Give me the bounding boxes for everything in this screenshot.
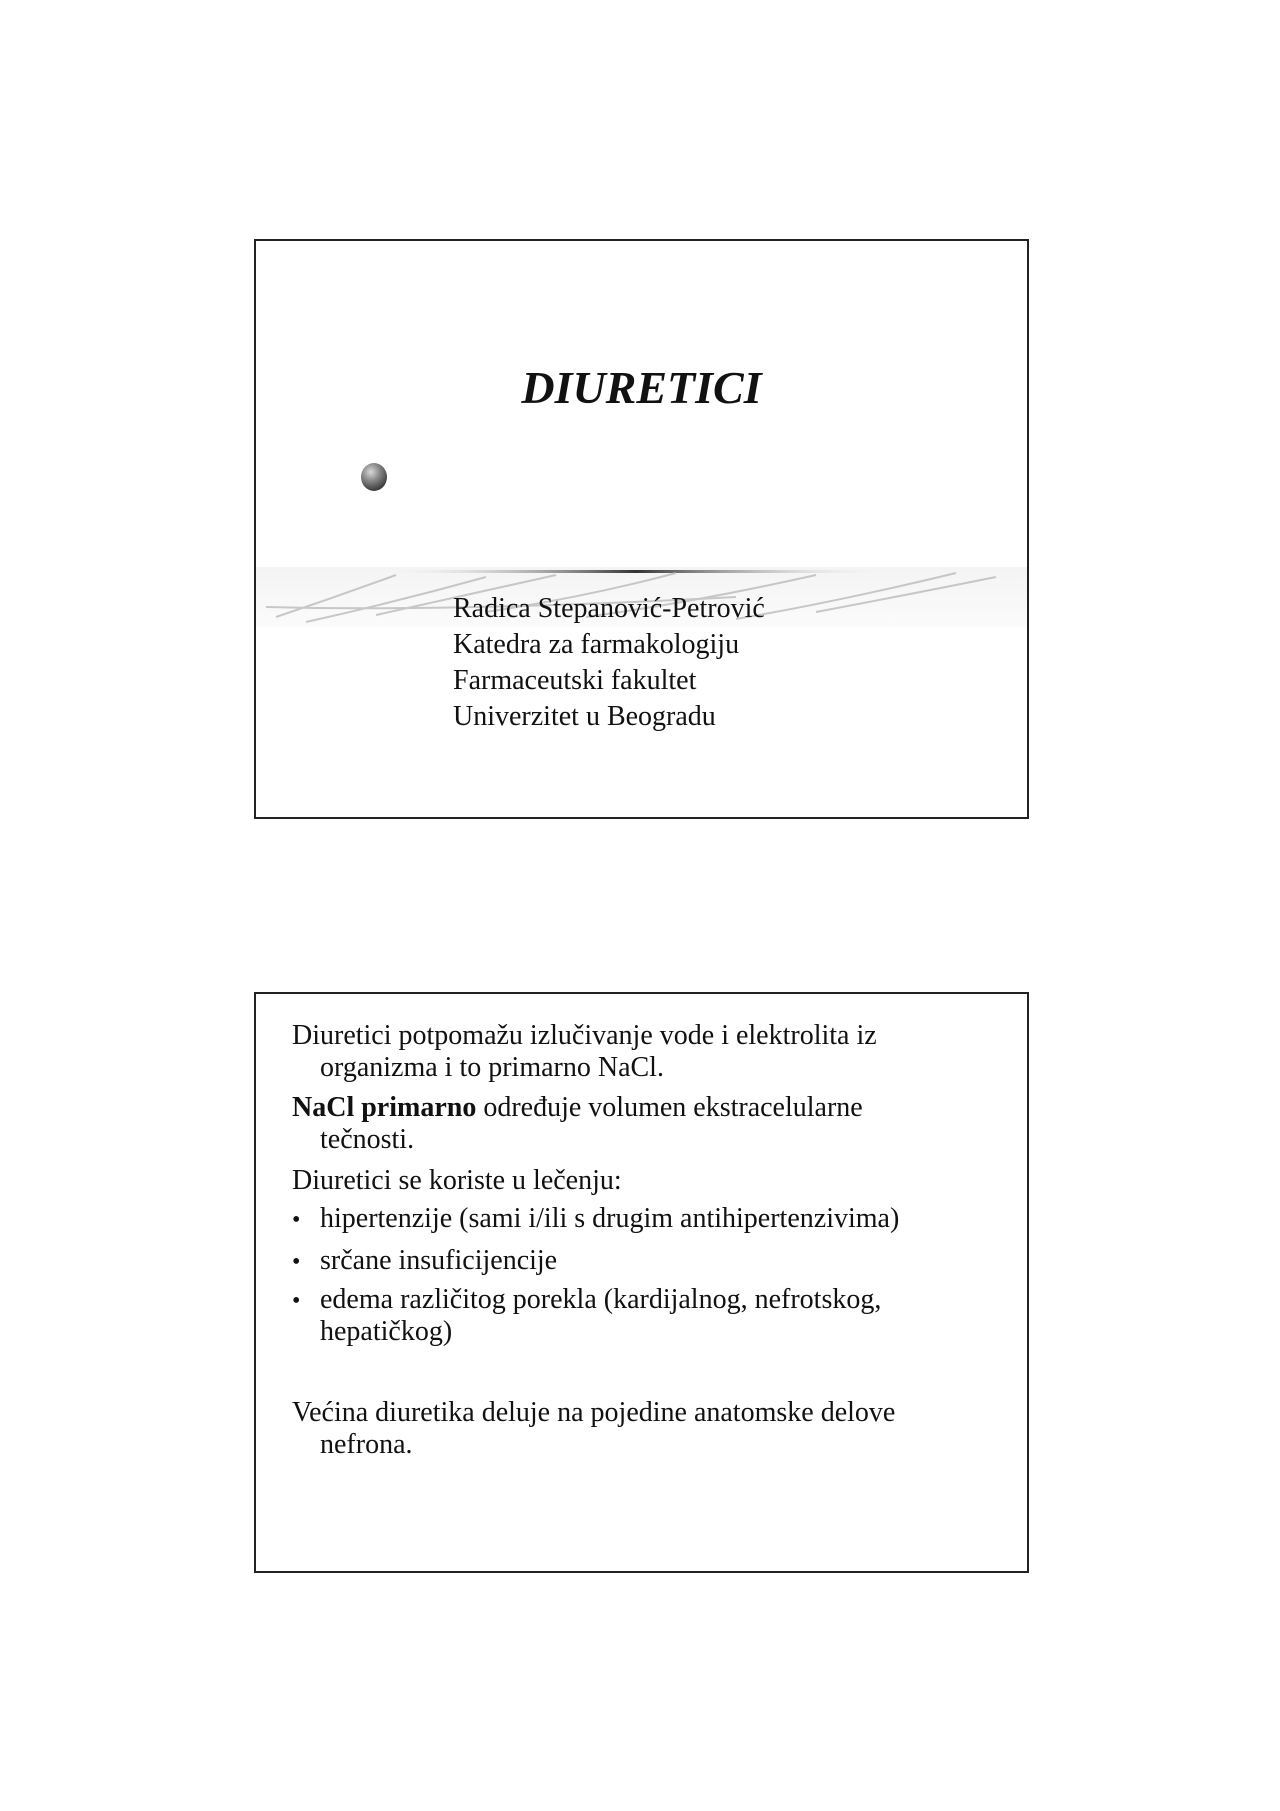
paragraph-1-line-1: Diuretici potpomažu izlučivanje vode i elektrolita iz — [292, 1020, 877, 1051]
faculty: Farmaceutski fakultet — [453, 665, 697, 696]
paragraph-4-line-1: Većina diuretika deluje na pojedine anatomske delove — [292, 1397, 896, 1428]
bold-term: NaCl primarno — [292, 1092, 477, 1123]
author-name: Radica Stepanović-Petrović — [453, 593, 765, 624]
department: Katedra za farmakologiju — [453, 629, 740, 660]
paragraph-4-line-2: nefrona. — [320, 1429, 413, 1460]
paragraph-2-text: određuje volumen ekstracelularne — [476, 1092, 863, 1123]
paragraph-2-line-1 — [292, 1092, 863, 1124]
university: Univerzitet u Beogradu — [453, 701, 716, 732]
bullet-item: edema različitog porekla (kardijalnog, nefrotskog, — [320, 1284, 882, 1315]
author-block — [453, 591, 765, 735]
content-slide — [254, 992, 1029, 1573]
slide-title: DIURETICI — [521, 362, 762, 413]
paragraph-3: Diuretici se koriste u lečenju: — [292, 1165, 622, 1196]
bullet-item-continuation: hepatičkog) — [320, 1316, 453, 1347]
paragraph-1-line-2: organizma i to primarno NaCl. — [320, 1052, 664, 1083]
title-slide — [254, 239, 1029, 819]
bullet-icon: • — [292, 1249, 301, 1275]
paragraph-2-line-2: tečnosti. — [320, 1124, 415, 1155]
sphere-bullet-icon — [361, 463, 387, 491]
bullet-item: hipertenzije (sami i/ili s drugim antihipertenzivima) — [320, 1203, 900, 1234]
bullet-icon: • — [292, 1288, 301, 1314]
bullet-item: srčane insuficijencije — [320, 1245, 558, 1276]
bullet-icon: • — [292, 1207, 301, 1233]
